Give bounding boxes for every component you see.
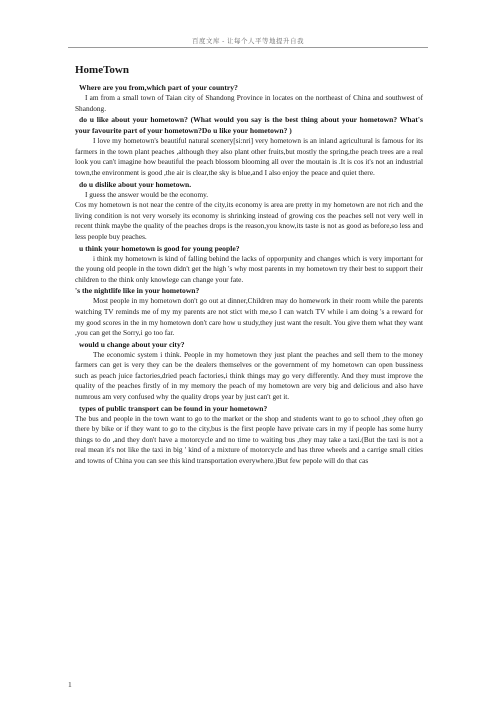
answer-paragraph: Cos my hometown is not near the centre of the city,its economy is area are pretty in my hometown are not rich and the living condition is not very worsely its economy is shrinking instead of growing cos the peaches sell not very well in recent think maybe the quality of the peaches drops is the reason,you know,its taste is not as good as before,so less and less people buy peaches. (75, 200, 423, 241)
question-heading: Where are you from,which part of your country? (79, 83, 238, 92)
question-heading: 's the nightlife like in your hometown? (75, 286, 200, 296)
page-header: 百度文库 - 让每个人平等地提升自我 (192, 38, 304, 45)
answer-paragraph: Most people in my hometown don't go out at dinner,Children may do homework in their room while the parents watching TV reminds me of my my parents are not stict with me,so I can watch TV while i am doing 's a reward for my good scores in the in my hometown don't care how u study,they just want the result. You give them what they want ,you can get the Sorry,i go too far. (75, 296, 423, 338)
question-heading: u think your hometown is good for young people? (79, 243, 240, 253)
answer-paragraph: i think my hometown is kind of falling behind the lacks of opporpunity and changes which is very important for the young old people in the town didn't get the high 's why most parents in my hometown try their best to support their children to the think only knowlege can change your fate. (75, 253, 423, 284)
document-body (75, 64, 423, 467)
question-heading: types of public transport can be found in your hometown? (79, 403, 268, 413)
answer-paragraph: I guess the answer would be the economy. (85, 189, 209, 199)
answer-paragraph: The economic system i think. People in my hometown they just plant the peaches and sell them to the money farmers can get is very they can be the dealers themselves or the government of my hometown can open bussiness such as peach juice factories,dried peach factories,i think things may go very differently. And they must improve the quality of the peaches firstly of in my memory the peach of my hometown are very big and delicious and also have numrous am very confused why the quality drops year by just can't get it. (75, 349, 423, 402)
page-number: 1 (68, 680, 72, 689)
question-heading: would u change about your city? (79, 339, 185, 349)
answer-paragraph: I love my hometown's beautiful natural scenery[si:nri] very hometown is an inland agricultural is famous for its farmers in the town plant peaches ,although they also plant other fruits,but mostly the spring,the peach trees are a real look you can't imagine how beautiful the peach blossom blooming all over the moutain is .It is cos it's not an industrial town,the environment is good ,the air is clear,the sky is blue,and I also enjoy the peace and quiet there. (75, 136, 423, 177)
document-title: HomeTown (75, 64, 129, 76)
answer-paragraph: The bus and people in the town want to go to the market or the shop and students want to go to school ,they often go there by bike or if they want to go to the city,bus is the first people have private cars in my if people has some hurry things to do ,and they don't have a motorcycle and no time to waiting bus ,they may take a taxi.(But the taxi is not a real mean it's not like the taxi in big ' kind of a mixture of motorcycle and has three wheels and a carrige small cities and towns of China you can see this kind transportation everywhere.)But few pepole will do that cas (75, 413, 423, 466)
header-divider (68, 47, 428, 48)
question-heading: do u like about your hometown? (What would you say is the best thing about your hometown? What's your favourite part of your hometown?Do u like your hometown? ) (75, 115, 423, 136)
question-heading: do u dislike about your hometown. (79, 179, 192, 189)
answer-paragraph: I am from a small town of Taian city of Shandong Province in locates on the northeast of China and southwest of Shandong. (75, 93, 423, 113)
